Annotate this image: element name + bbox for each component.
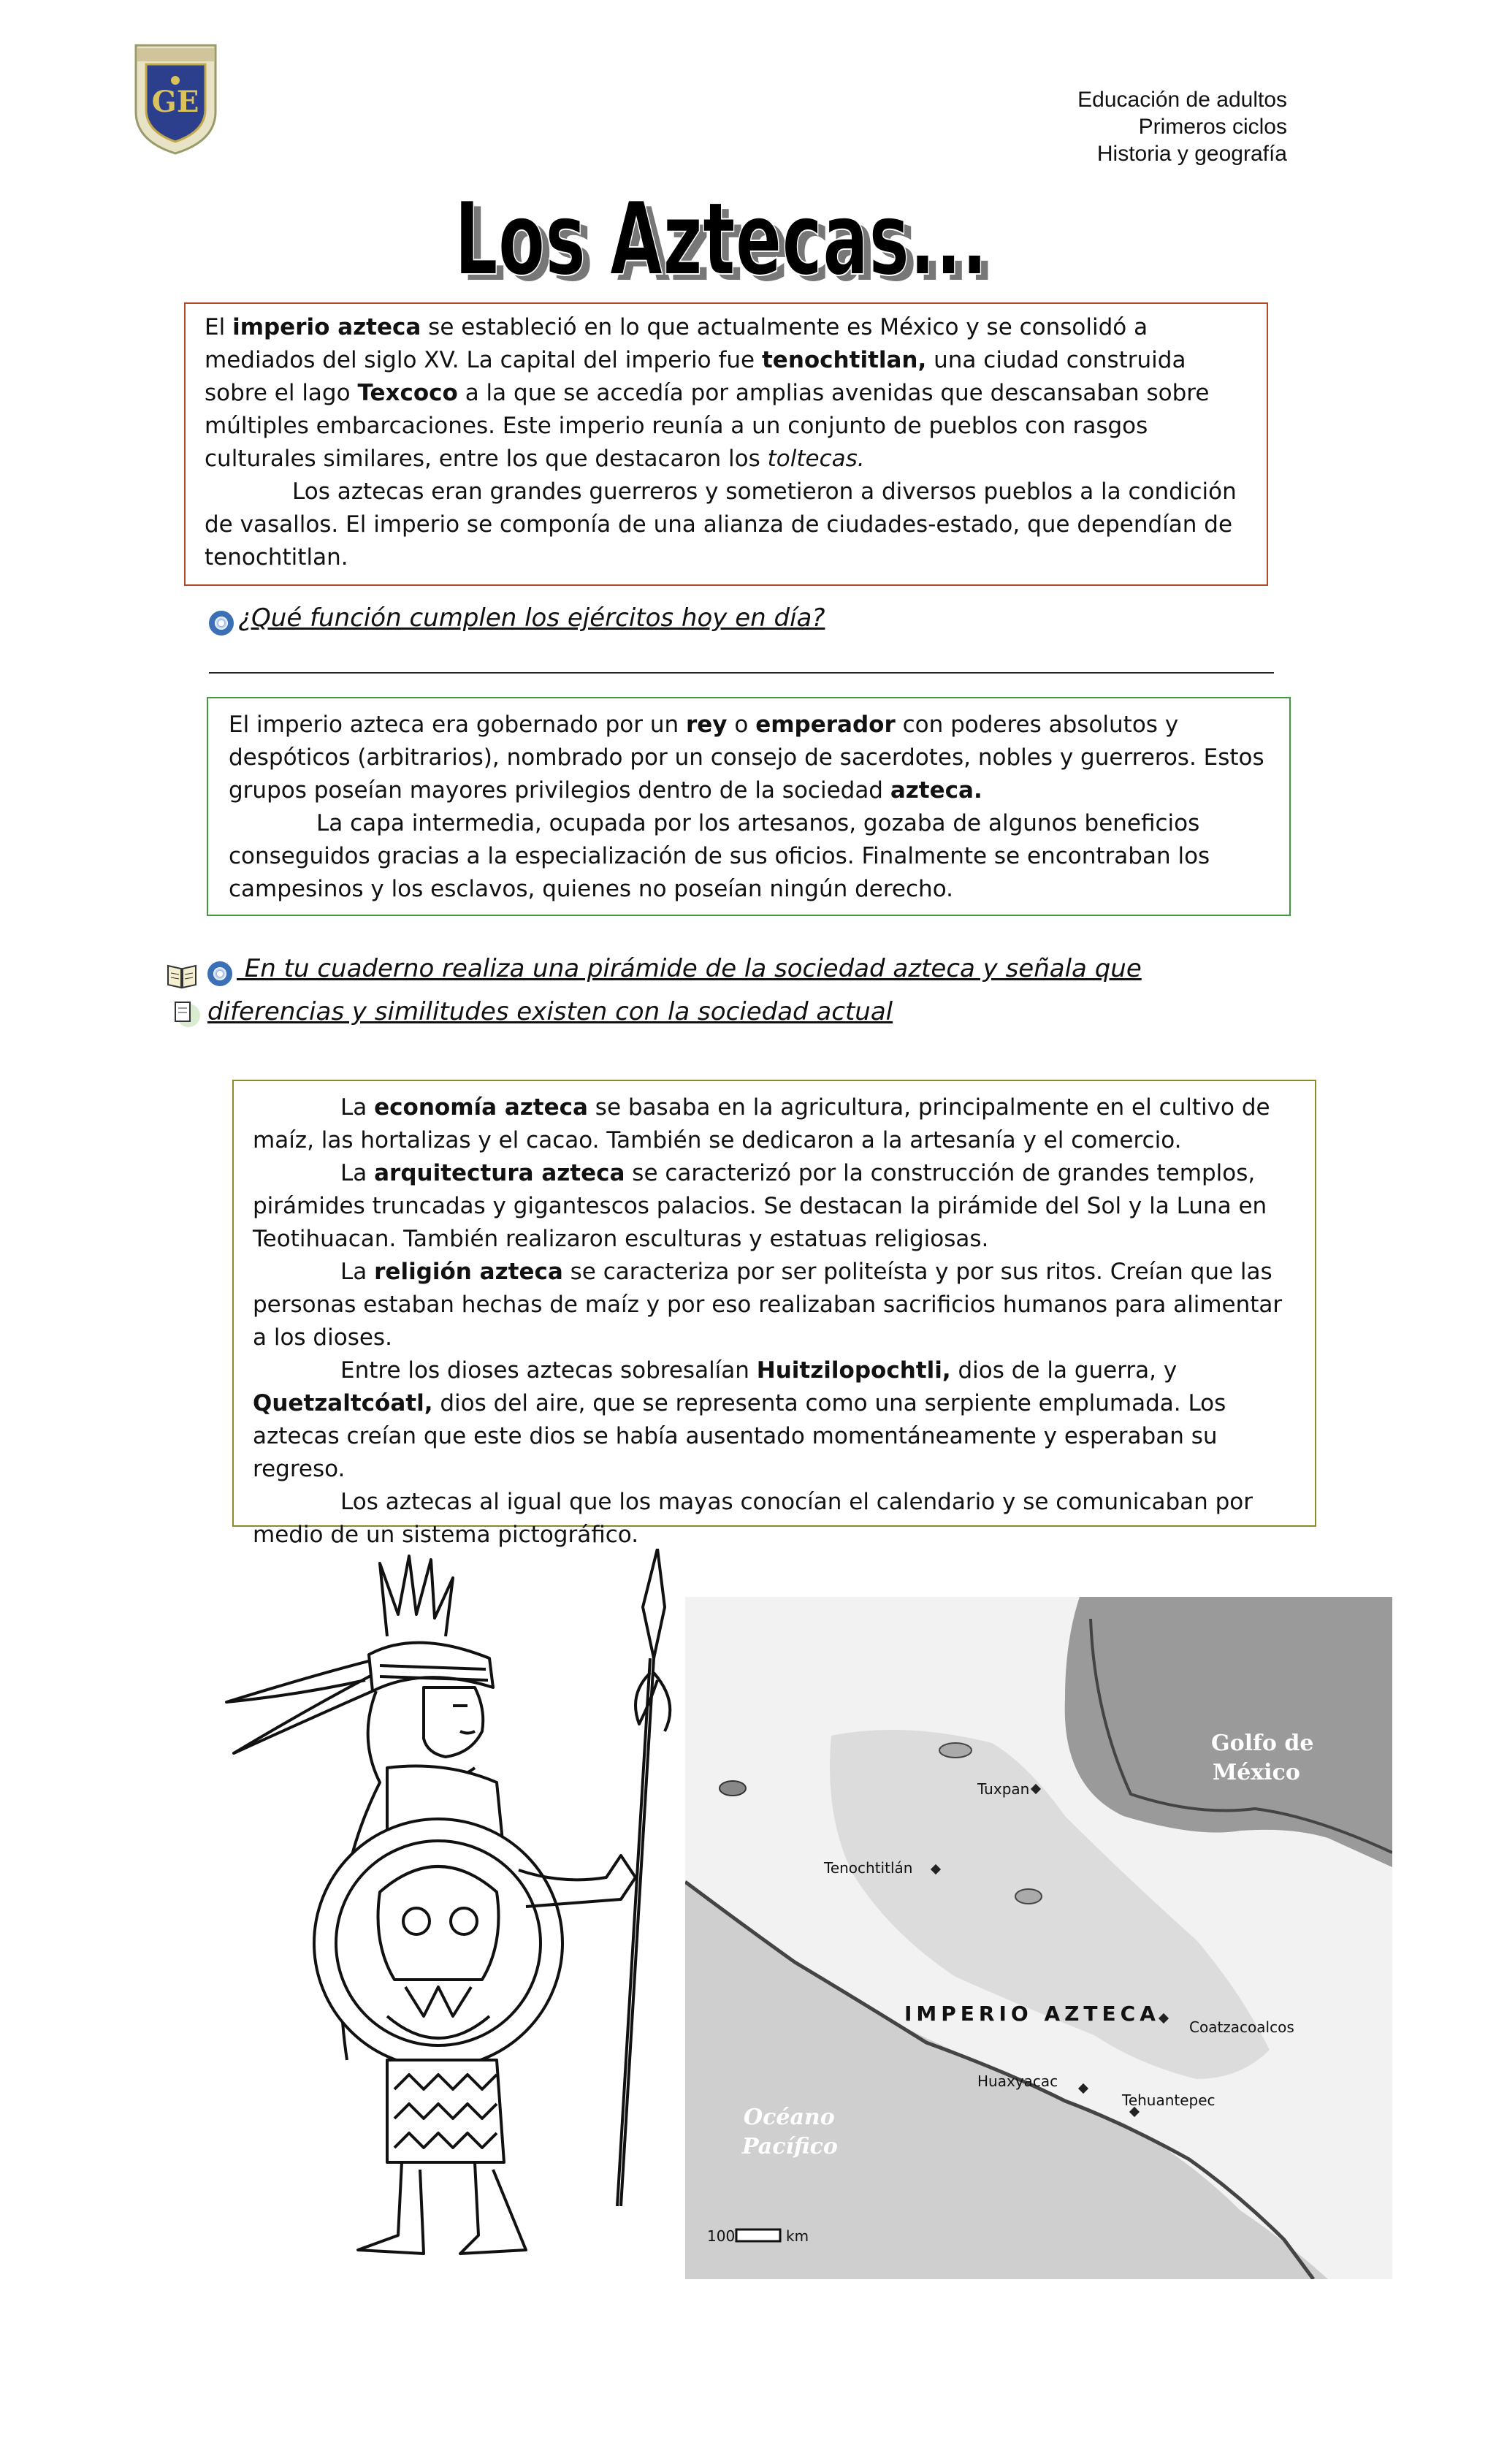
svg-text:Los Aztecas...: Los Aztecas...	[462, 186, 995, 303]
aztec-warrior-illustration	[212, 1549, 679, 2279]
map-city-tuxpan: Tuxpan	[977, 1780, 1030, 1798]
answer-line[interactable]	[209, 672, 1274, 674]
spiral-icon	[209, 611, 234, 636]
map-city-tenochtitlan: Tenochtitlán	[824, 1859, 913, 1877]
header-line-1: Educación de adultos	[1077, 88, 1287, 112]
intro-paragraph-2: Los aztecas eran grandes guerreros y sometieron a diversos pueblos a la condición de vasallos. El imperio se componía de una alianza de ciudades-estado, que dependían de tenochtitlan.	[205, 478, 1237, 571]
svg-text:GE: GE	[151, 85, 199, 119]
question-2-text: En tu cuaderno realiza una pirámide de la sociedad azteca y señala que diferencias y similitudes existen con la sociedad actual	[207, 954, 1142, 1026]
society-paragraph-2: La capa intermedia, ocupada por los artesanos, gozaba de algunos beneficios conseguidos gracias a la especialización de sus oficios. Finalmente se encontraban los campesinos y los esclavos, quienes no poseían ningún derecho.	[229, 810, 1210, 902]
religion-paragraph: La religión azteca se caracteriza por ser politeísta y por sus ritos. Creían que las personas estaban hechas de maíz y por eso realizaban sacrificios humanos para alimentar a los dioses.	[253, 1259, 1283, 1351]
book-icon	[165, 958, 199, 992]
map-city-coatzacoalcos: Coatzacoalcos	[1189, 2018, 1294, 2036]
map-scale-unit: km	[786, 2227, 809, 2245]
intro-paragraph-1: El imperio azteca se estableció en lo que actualmente es México y se consolidó a mediados del siglo XV. La capital del imperio fue tenochtitlan, una ciudad construida sobre el lago Texcoco a la que se accedía por amplias avenidas que descansaban sobre múltiples embarcaciones. Este imperio reunía a un conjunto de pueblos con rasgos culturales similares, entre los que destacaron los toltecas.	[205, 314, 1210, 472]
map-scale-value: 100	[707, 2227, 736, 2245]
aztec-empire-map	[685, 1597, 1392, 2279]
society-box	[207, 697, 1291, 916]
map-city-tehuantepec: Tehuantepec	[1122, 2091, 1216, 2109]
culture-box	[232, 1080, 1316, 1548]
pencil-icon	[171, 998, 203, 1030]
map-label-gulf: Golfo de	[1211, 1731, 1314, 1756]
intro-box	[184, 302, 1268, 586]
spiral-icon	[207, 961, 232, 986]
architecture-paragraph: La arquitectura azteca se caracterizó por la construcción de grandes templos, pirámides truncadas y gigantescos palacios. Se destacan la pirámide del Sol y la Luna en Teotihuacan. También realizaron esculturas y estatuas religiosas.	[253, 1160, 1267, 1252]
svg-text:Los Aztecas...: Los Aztecas...	[454, 186, 988, 298]
map-scale-bar	[736, 2230, 780, 2241]
calendar-paragraph: Los aztecas al igual que los mayas conocían el calendario y se comunicaban por medio de un sistema pictográfico.	[253, 1489, 1253, 1548]
header-line-3: Historia y geografía	[1096, 142, 1287, 166]
map-city-huaxyacac: Huaxyacac	[977, 2072, 1058, 2090]
society-paragraph-1: El imperio azteca era gobernado por un rey o emperador con poderes absolutos y despóticos (arbitrarios), nombrado por un consejo de sacerdotes, nobles y guerreros. Estos grupos poseían mayores privilegios dentro de la sociedad azteca.	[229, 712, 1264, 804]
map-label-ocean: Océano	[744, 2105, 835, 2130]
svg-text:Pacífico: Pacífico	[742, 2134, 838, 2159]
economy-paragraph: La economía azteca se basaba en la agricultura, principalmente en el cultivo de maíz, las hortalizas y el cacao. También se dedicaron a la artesanía y el comercio.	[253, 1094, 1270, 1153]
map-label-empire: IMPERIO AZTECA	[904, 2002, 1160, 2026]
question-1-text: ¿Qué función cumplen los ejércitos hoy en día?	[238, 603, 825, 633]
header-info	[1077, 86, 1287, 167]
header-line-2: Primeros ciclos	[1138, 115, 1287, 139]
question-1	[209, 603, 1275, 636]
svg-text:México: México	[1213, 1760, 1300, 1785]
page-title	[453, 186, 1008, 303]
gods-paragraph: Entre los dioses aztecas sobresalían Huitzilopochtli, dios de la guerra, y Quetzaltcóatl, dios del aire, que se representa como una serpiente emplumada. Los aztecas creían que este dios se había ausentado momentáneamente y esperaban su regreso.	[253, 1357, 1226, 1482]
question-2	[207, 950, 1281, 1036]
school-logo	[130, 42, 221, 156]
